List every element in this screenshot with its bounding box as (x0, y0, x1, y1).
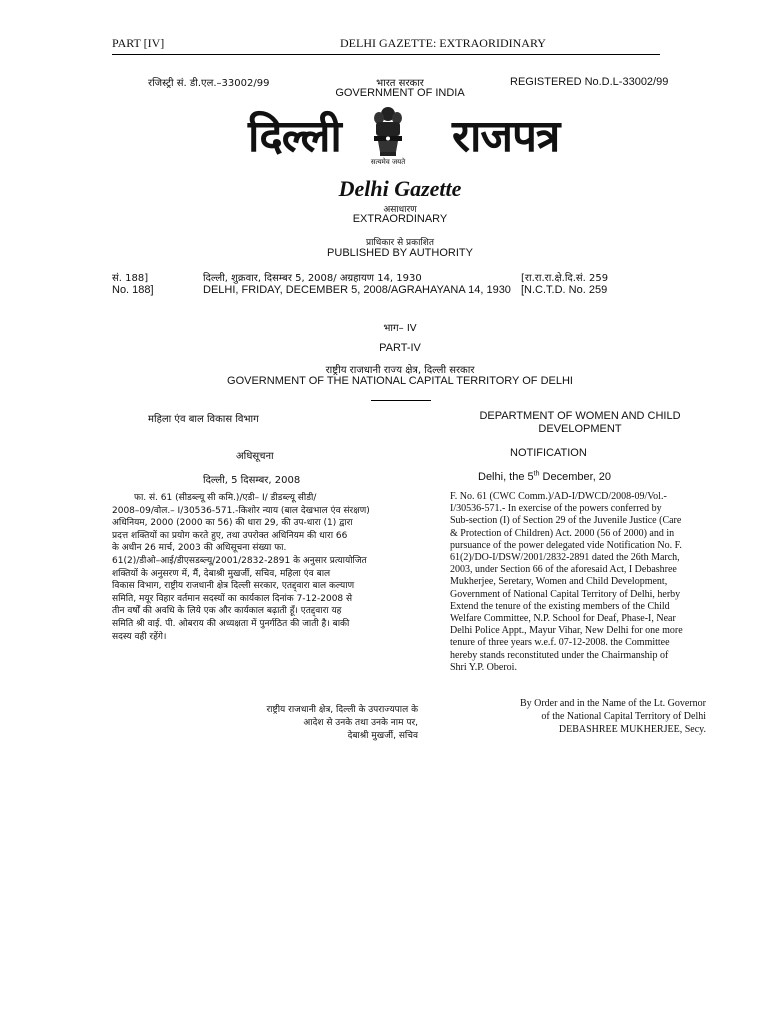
signature-block-english (476, 697, 706, 736)
body-english-line: 2003, under Section 66 of the aforesaid Act, I Debashree (450, 564, 677, 576)
body-english-line: tenure of three years w.e.f. 07-12-2008. the Committee (450, 637, 670, 649)
body-hindi-line: समिति श्री वाई. पी. ओबराय की अध्यक्षता में पुनर्गठित की जाती है। बाकी (112, 618, 350, 629)
body-english-line: Welfare Committee, N.P. School for Deaf, Phase-I, Near (450, 613, 676, 625)
body-hindi-line: प्रदत्त शक्तियों का प्रयोग करते हुए, तथा उपरोक्त अधिनियम की धारा 66 (112, 530, 348, 541)
notification-hindi: अधिसूचना (236, 451, 274, 462)
issue-number-hindi: सं. 188] (112, 273, 149, 284)
body-english-line: Government of National Capital Territory of Delhi, herby (450, 588, 681, 600)
body-english-line: hereby stands reconstituted under the Chairmanship of (450, 649, 669, 661)
body-english-line: pursuance of the power delegated vide Notification No. F. (450, 539, 682, 551)
signature-english-line: DEBASHREE MUKHERJEE, Secy. (558, 724, 706, 735)
issue-date-hindi: दिल्ली, शुक्रवार, दिसम्बर 5, 2008/ अग्रहायण 14, 1930 (203, 273, 422, 284)
notification-body-english (450, 491, 706, 674)
signature-english-line: of the National Capital Territory of Delhi (541, 711, 706, 722)
body-english-line: Shri Y.P. Oberoi. (450, 661, 517, 673)
body-hindi-line: सदस्य वही रहेंगे। (112, 631, 167, 642)
body-english-line: & Protection of Children) Act. 2000 (56 of 2000) and in (450, 527, 675, 539)
notification-english: NOTIFICATION (510, 447, 587, 459)
issue-date-english: DELHI, FRIDAY, DECEMBER 5, 2008/AGRAHAYANA 14, 1930 (203, 284, 511, 296)
header-rule (112, 54, 660, 55)
government-english: GOVERNMENT OF INDIA (335, 87, 465, 99)
department-hindi: महिला एंव बाल विकास विभाग (148, 414, 259, 425)
registration-english: REGISTERED No.D.L-33002/99 (510, 76, 669, 88)
section-divider (371, 400, 431, 401)
notification-body-hindi (112, 492, 414, 643)
body-hindi-line: समिति, मयूर विहार वर्तमान सदस्यों का कार्यकाल दिनांक 7-12-2008 से (112, 593, 353, 604)
body-english-line: I/30536-571.- In exercise of the powers conferred by (450, 503, 662, 515)
body-hindi-line: शक्तियों के अनुसरण में, मैं, देबाश्री मुखर्जी, सचिव, महिला एंव बाल (112, 568, 331, 579)
department-english-line1: DEPARTMENT OF WOMEN AND CHILD (479, 410, 681, 422)
masthead-title-english: Delhi Gazette (338, 176, 462, 201)
department-english-line2: DEVELOPMENT (538, 423, 622, 435)
authority-hindi: प्राधिकार से प्रकाशित (366, 238, 434, 248)
masthead-title-hindi-left: दिल्ली (248, 111, 341, 162)
body-english-line: 61(2)/DO-I/DSW/2001/2832-2891 dated the 26th March, (450, 552, 680, 564)
body-english-line: Sub-section (I) of Section 29 of the Juvenile Justice (Care (450, 515, 682, 527)
extraordinary-english: EXTRAORDINARY (352, 213, 448, 225)
body-english-line: Mukherjee, Seretary, Women and Child Development, (450, 576, 668, 588)
notification-date-english: Delhi, the 5th December, 20 (478, 470, 612, 483)
body-hindi-line: फा. सं. 61 (सीडब्ल्यू सी कमि.)/एडी– I/ डीडब्ल्यू सीडी/ (134, 493, 317, 503)
signature-block-hindi (200, 704, 418, 743)
body-english-line: Delhi Police Appt., Mayur Vihar, New Delhi for one more (450, 625, 683, 637)
motto: सत्यमेव जयते (370, 158, 406, 166)
notification-date-hindi: दिल्ली, 5 दिसम्बर, 2008 (203, 475, 301, 486)
body-english-line: F. No. 61 (CWC Comm.)/AD-I/DWCD/2008-09/Vol.- (450, 491, 667, 502)
govt-nct-hindi: राष्ट्रीय राजधानी राज्य क्षेत्र, दिल्ली सरकार (325, 365, 475, 376)
signature-hindi-line: राष्ट्रीय राजधानी क्षेत्र, दिल्ली के उपराज्यपाल के (266, 705, 418, 715)
signature-hindi-line: आदेश से उनके तथा उनके नाम पर, (303, 718, 418, 728)
header-gazette-title: DELHI GAZETTE: EXTRAORIDINARY (340, 36, 546, 50)
body-hindi-line: तीन वर्षों की अवधि के लिये एक और कार्यकाल बढ़ाती हूँ। एतद्द्वारा यह (112, 606, 342, 617)
header-part: PART [IV] (112, 36, 165, 50)
extraordinary-hindi: असाधारण (383, 205, 417, 215)
ashoka-emblem-icon (370, 104, 406, 160)
body-hindi-line: 2008–09/वोल.– I/30536-571.-किशोर न्याय (बाल देखभाल एंव संरक्षण) (112, 505, 370, 516)
government-hindi: भारत सरकार (376, 78, 424, 89)
body-english-line: Extend the tenure of the existing members of the Child (450, 600, 670, 612)
masthead-title-hindi-right: राजपत्र (452, 111, 560, 162)
issue-number-english: No. 188] (112, 284, 154, 296)
part-hindi: भाग– IV (383, 323, 417, 334)
nctd-number-english: [N.C.T.D. No. 259 (521, 284, 608, 296)
body-hindi-line: के अधीन 26 मार्च, 2003 की अधिसूचना संख्या फा. (112, 543, 287, 554)
registration-hindi: रजिस्ट्री सं. डी.एल.–33002/99 (148, 78, 270, 89)
govt-nct-english: GOVERNMENT OF THE NATIONAL CAPITAL TERRITORY OF DELHI (227, 375, 573, 387)
body-hindi-line: अधिनियम, 2000 (2000 का 56) की धारा 29, की उप-धारा (1) द्वारा (112, 518, 353, 529)
signature-english-line: By Order and in the Name of the Lt. Governor (519, 698, 706, 709)
authority-english: PUBLISHED BY AUTHORITY (327, 247, 473, 259)
body-hindi-line: 61(2)/डीओ–आई/डीएसडब्ल्यू/2001/2832-2891 के अनुसार प्रत्यायोजित (112, 555, 367, 566)
body-hindi-line: विकास विभाग, राष्ट्रीय राजधानी क्षेत्र दिल्ली सरकार, एतद्द्वारा बाल कल्याण (112, 581, 355, 592)
nctd-number-hindi: [रा.रा.रा.क्षे.दि.सं. 259 (521, 273, 609, 284)
part-english: PART-IV (379, 342, 421, 354)
signature-hindi-line: देबाश्री मुखर्जी, सचिव (347, 731, 418, 741)
